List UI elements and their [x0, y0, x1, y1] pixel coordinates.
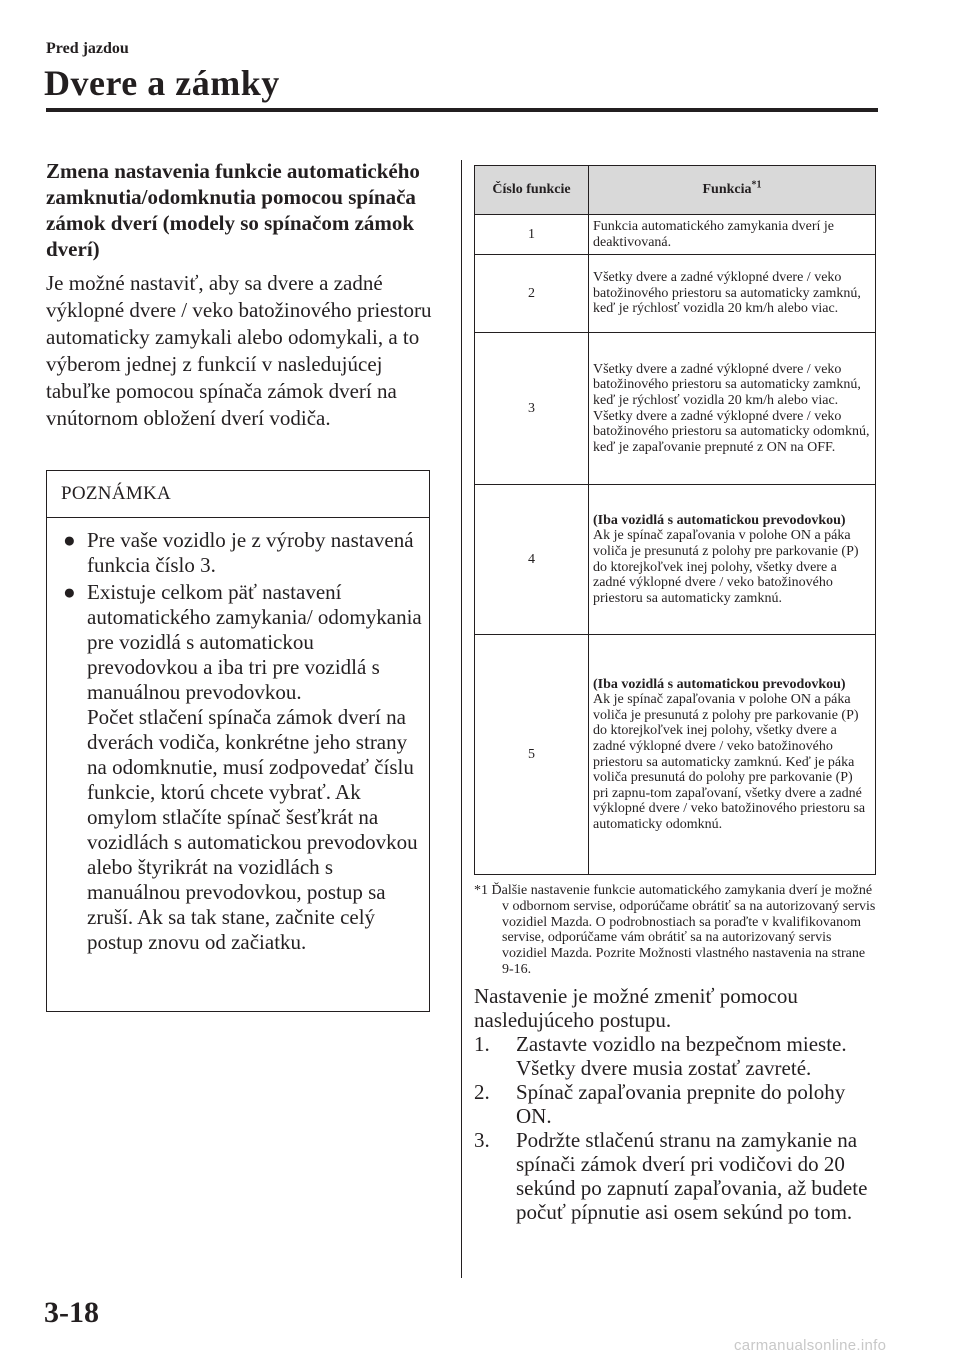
- function-description: [589, 215, 876, 255]
- procedure-step: [474, 1128, 878, 1224]
- note-item-text: Existuje celkom päť nastavení automatického zamykania/ odomykania pre vozidlá s automatickou prevodovkou a iba tri pre vozidlá s manuálnou prevodovkou.: [87, 580, 422, 704]
- function-condition: (Iba vozidlá s automatickou prevodovkou): [593, 676, 846, 692]
- note-item-text: Počet stlačení spínača zámok dverí na dverách vodiča, konkrétne jeho strany na odomknutie, musí zodpovedať číslu funkcie, ktorú chcete vybrať. Ak omylom stlačíte spínač šesťkrát na vozidlách s automatickou prevodovkou alebo štyrikrát na vozidlách s manuálnou prevodovkou, postup sa zruší. Ak sa tak stane, začnite celý postup znovu od začiatku.: [87, 705, 418, 954]
- function-text: Ak je spínač zapaľovania v polohe ON a páka voliča je presunutá z polohy pre parkovanie (P) do ktorejkoľvek inej polohy, všetky dvere a zadné výklopné dvere / veko batožinového priestoru sa automaticky zamknú.: [593, 528, 859, 606]
- function-description: [589, 635, 876, 875]
- intro-paragraph: Je možné nastaviť, aby sa dvere a zadné výklopné dvere / veko batožinového priestoru automaticky zamykali alebo odomykali, a to výberom jednej z funkcií v nasledujúcej tabuľke pomocou spínača zámok dverí na vnútornom obložení dverí vodiča.: [46, 271, 432, 430]
- table-body: [475, 215, 876, 875]
- function-text: Všetky dvere a zadné výklopné dvere / veko batožinového priestoru sa automaticky zamknú, keď je rýchlosť vozidla 20 km/h alebo viac.: [593, 270, 861, 317]
- step-text: Spínač zapaľovania prepnite do polohy ON.: [516, 1079, 846, 1128]
- table-row: [475, 255, 876, 333]
- function-number: 3: [475, 333, 589, 485]
- table-header-row: [475, 166, 876, 215]
- note-title: POZNÁMKA: [47, 471, 429, 518]
- step-number: 2.: [474, 1079, 490, 1104]
- function-text: Funkcia automatického zamykania dverí je deaktivovaná.: [593, 218, 835, 250]
- bullet-icon: ●: [63, 528, 76, 552]
- procedure-step: [474, 1080, 878, 1128]
- left-column: [46, 158, 436, 432]
- table-row: [475, 215, 876, 255]
- procedure-intro: Nastavenie je možné zmeniť pomocou nasledujúceho postupu.: [474, 983, 798, 1032]
- step-number: 3.: [474, 1127, 490, 1152]
- function-description: [589, 333, 876, 485]
- function-condition: (Iba vozidlá s automatickou prevodovkou): [593, 512, 846, 528]
- section-label: Pred jazdou: [46, 40, 129, 57]
- procedure-step: [474, 1032, 878, 1080]
- right-column: [474, 165, 878, 1224]
- column-divider: [461, 160, 462, 1278]
- function-number: 4: [475, 485, 589, 635]
- function-description: [589, 485, 876, 635]
- step-text: Zastavte vozidlo na bezpečnom mieste. Všetky dvere musia zostať zavreté.: [516, 1031, 847, 1080]
- function-text: Všetky dvere a zadné výklopné dvere / veko batožinového priestoru sa automaticky zamknú, keď je rýchlosť vozidla 20 km/h alebo viac. Všetky dvere a zadné výklopné dvere / veko batožinového priestoru sa automaticky odomknú, keď je zapaľovanie prepnuté z ON na OFF.: [593, 361, 870, 455]
- note-list: [47, 518, 429, 955]
- column-header-function-label: Funkcia: [702, 182, 752, 198]
- bullet-icon: ●: [63, 580, 76, 604]
- page-number: 3-18: [44, 1296, 99, 1329]
- function-number: 1: [475, 215, 589, 255]
- table-row: [475, 635, 876, 875]
- note-item: [63, 580, 423, 955]
- note-item: [63, 528, 423, 578]
- function-table: [474, 165, 876, 875]
- column-header-number: Číslo funkcie: [475, 166, 589, 215]
- function-text: Ak je spínač zapaľovania v polohe ON a páka voliča je presunutá z polohy pre parkovanie (P) do ktorejkoľvek inej polohy, všetky dvere a zadné výklopné dvere / veko batožinového priestoru sa automaticky zamknú. Keď je páka voliča presunutá do polohy pre parkovanie (P) pri zapnu-tom zapaľovaní, všetky dvere a zadné výklopné dvere / veko batožinového priestoru sa automaticky odomknú.: [593, 692, 866, 832]
- procedure-steps: [474, 1032, 878, 1224]
- column-header-function: [589, 166, 876, 215]
- watermark-link[interactable]: carmanualsonline.info: [734, 1337, 887, 1354]
- note-box: [46, 470, 430, 1012]
- table-row: [475, 485, 876, 635]
- footnote: *1 Ďalšie nastavenie funkcie automatického zamykania dverí je možné v odbornom servise, odporúčame obrátiť sa na autorizovaný servis vozidiel Mazda. O podrobnostiach sa poraďte v kvalifikovanom servise, odporúčame vám obrátiť sa na autorizovaný servis vozidiel Mazda. Pozrite Možnosti vlastného nastavenia na strane 9-16.: [474, 883, 876, 977]
- table-row: [475, 333, 876, 485]
- section-heading: Zmena nastavenia funkcie automatického zamknutia/odomknutia pomocou spínača zámok dverí (modely so spínačom zámok dverí): [46, 159, 420, 261]
- function-number: 5: [475, 635, 589, 875]
- header-rule: [46, 108, 878, 112]
- page-title: Dvere a zámky: [44, 63, 280, 103]
- function-number: 2: [475, 255, 589, 333]
- step-number: 1.: [474, 1031, 490, 1056]
- note-item-text: Pre vaše vozidlo je z výroby nastavená funkcia číslo 3.: [87, 528, 414, 577]
- footnote-marker: *1: [751, 179, 762, 191]
- step-text: Podržte stlačenú stranu na zamykanie na spínači zámok dverí pri vodičovi do 20 sekúnd po zapnutí zapaľovania, až budete počuť pípnutie asi osem sekúnd po tom.: [516, 1127, 868, 1224]
- function-description: [589, 255, 876, 333]
